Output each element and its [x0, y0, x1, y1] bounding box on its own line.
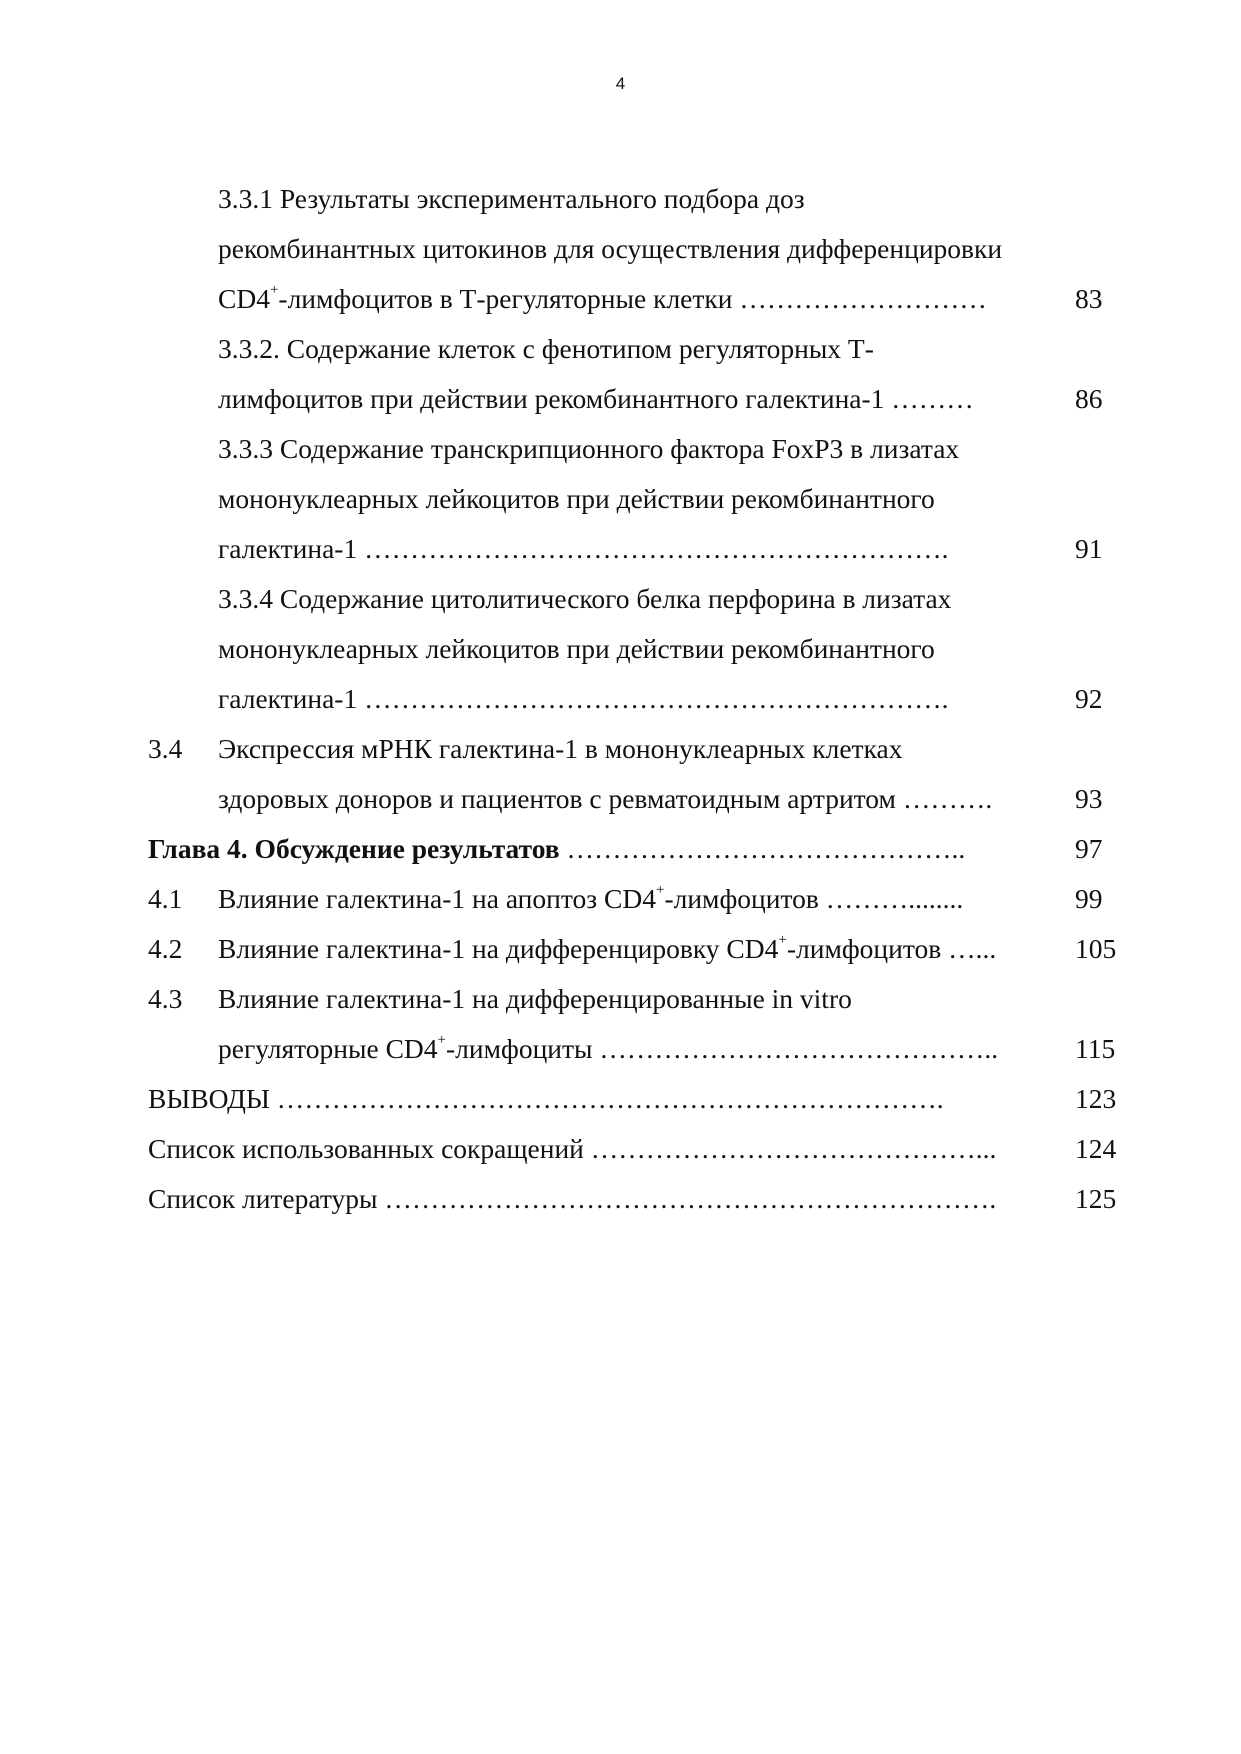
toc-chapter-heading: [148, 824, 965, 874]
toc-page-number: 86: [1075, 383, 1103, 414]
toc-line: [0, 374, 1241, 424]
toc-entry-text: Список использованных сокращений ……………………………………...: [148, 1133, 997, 1164]
toc-page-number: 93: [1075, 783, 1103, 814]
toc-entry-text: Экспрессия мРНК галектина-1 в мононуклеарных клетках: [218, 733, 903, 764]
toc-entry-text: 3.3.2. Содержание клеток с фенотипом регуляторных Т-: [218, 333, 874, 364]
toc-page-number: 91: [1075, 533, 1103, 564]
page-number: 4: [615, 74, 626, 93]
toc-line: [0, 474, 1241, 524]
toc-page-number: 97: [1075, 833, 1103, 864]
toc-entry-text: Влияние галектина-1 на дифференцированные in vitro: [218, 983, 852, 1014]
toc-line: [0, 974, 1241, 1024]
toc-line: [0, 574, 1241, 624]
toc-entry-text-post: -лимфоцитов в Т-регуляторные клетки ………………………: [278, 283, 987, 314]
toc-line: [0, 924, 1241, 974]
toc-entry-text: ВЫВОДЫ ……………………………………………………………….: [148, 1083, 944, 1114]
toc-entry-text: галектина-1 ……………………………………………………….: [218, 533, 949, 564]
toc-entry-text: рекомбинантных цитокинов для осуществления дифференцировки: [218, 233, 1003, 264]
toc-section-number: 4.2: [148, 933, 183, 964]
toc-entry-text: здоровых доноров и пациентов с ревматоидным артритом ……….: [218, 783, 993, 814]
toc-section-number: 3.4: [148, 733, 183, 764]
superscript: +: [269, 281, 279, 298]
toc-entry-text-post: -лимфоцитов ………........: [664, 883, 964, 914]
toc-section-number: 4.3: [148, 983, 183, 1014]
toc-entry-text: [218, 874, 963, 924]
toc-page-number: 92: [1075, 683, 1103, 714]
toc-leader-dots: ……………………………………..: [559, 833, 966, 864]
toc-page-number: 105: [1075, 933, 1117, 964]
toc-line: [0, 724, 1241, 774]
toc-line: [0, 524, 1241, 574]
table-of-contents: [0, 174, 1241, 1224]
toc-entry-text: мононуклеарных лейкоцитов при действии рекомбинантного: [218, 633, 935, 664]
toc-page-number: 125: [1075, 1183, 1117, 1214]
toc-line: [0, 624, 1241, 674]
toc-entry-text-pre: CD4: [218, 283, 270, 314]
toc-entry-text-pre: Влияние галектина-1 на апоптоз CD4: [218, 883, 656, 914]
toc-entry-text: лимфоцитов при действии рекомбинантного галектина-1 ………: [218, 383, 974, 414]
toc-entry-text-post: -лимфоцитов …...: [786, 933, 997, 964]
toc-line: [0, 774, 1241, 824]
toc-entry-text: [218, 924, 996, 974]
toc-line: [0, 1074, 1241, 1124]
toc-entry-text: мононуклеарных лейкоцитов при действии рекомбинантного: [218, 483, 935, 514]
toc-entry-text-pre: регуляторные CD4: [218, 1033, 438, 1064]
superscript: +: [655, 881, 665, 898]
superscript: +: [437, 1031, 446, 1048]
superscript: +: [778, 931, 787, 948]
toc-line: [0, 1174, 1241, 1224]
toc-line: [0, 324, 1241, 374]
toc-entry-text-post: -лимфоциты ……………………………………..: [446, 1033, 999, 1064]
toc-entry-text: 3.3.1 Результаты экспериментального подбора доз: [218, 183, 805, 214]
toc-entry-text: 3.3.3 Содержание транскрипционного фактора FoxP3 в лизатах: [218, 433, 960, 464]
toc-entry-text: [218, 274, 987, 324]
toc-line: [0, 1024, 1241, 1074]
toc-page-number: 99: [1075, 883, 1103, 914]
toc-entry-text: [218, 1024, 998, 1074]
toc-line: [0, 874, 1241, 924]
toc-page-number: 115: [1075, 1033, 1116, 1064]
toc-page-number: 83: [1075, 283, 1103, 314]
toc-line: [0, 274, 1241, 324]
toc-entry-text-pre: Влияние галектина-1 на дифференцировку CD4: [218, 933, 779, 964]
toc-entry-text: Список литературы ………………………………………………………….: [148, 1183, 997, 1214]
toc-section-number: 4.1: [148, 883, 183, 914]
toc-entry-text: галектина-1 ……………………………………………………….: [218, 683, 949, 714]
toc-line: [0, 174, 1241, 224]
toc-line: [0, 1124, 1241, 1174]
toc-chapter-title: Глава 4. Обсуждение результатов: [148, 833, 560, 864]
toc-page-number: 123: [1075, 1083, 1117, 1114]
toc-entry-text: 3.3.4 Содержание цитолитического белка перфорина в лизатах: [218, 583, 952, 614]
toc-line: [0, 424, 1241, 474]
toc-page-number: 124: [1075, 1133, 1117, 1164]
toc-line: [0, 824, 1241, 874]
toc-line: [0, 224, 1241, 274]
toc-line: [0, 674, 1241, 724]
